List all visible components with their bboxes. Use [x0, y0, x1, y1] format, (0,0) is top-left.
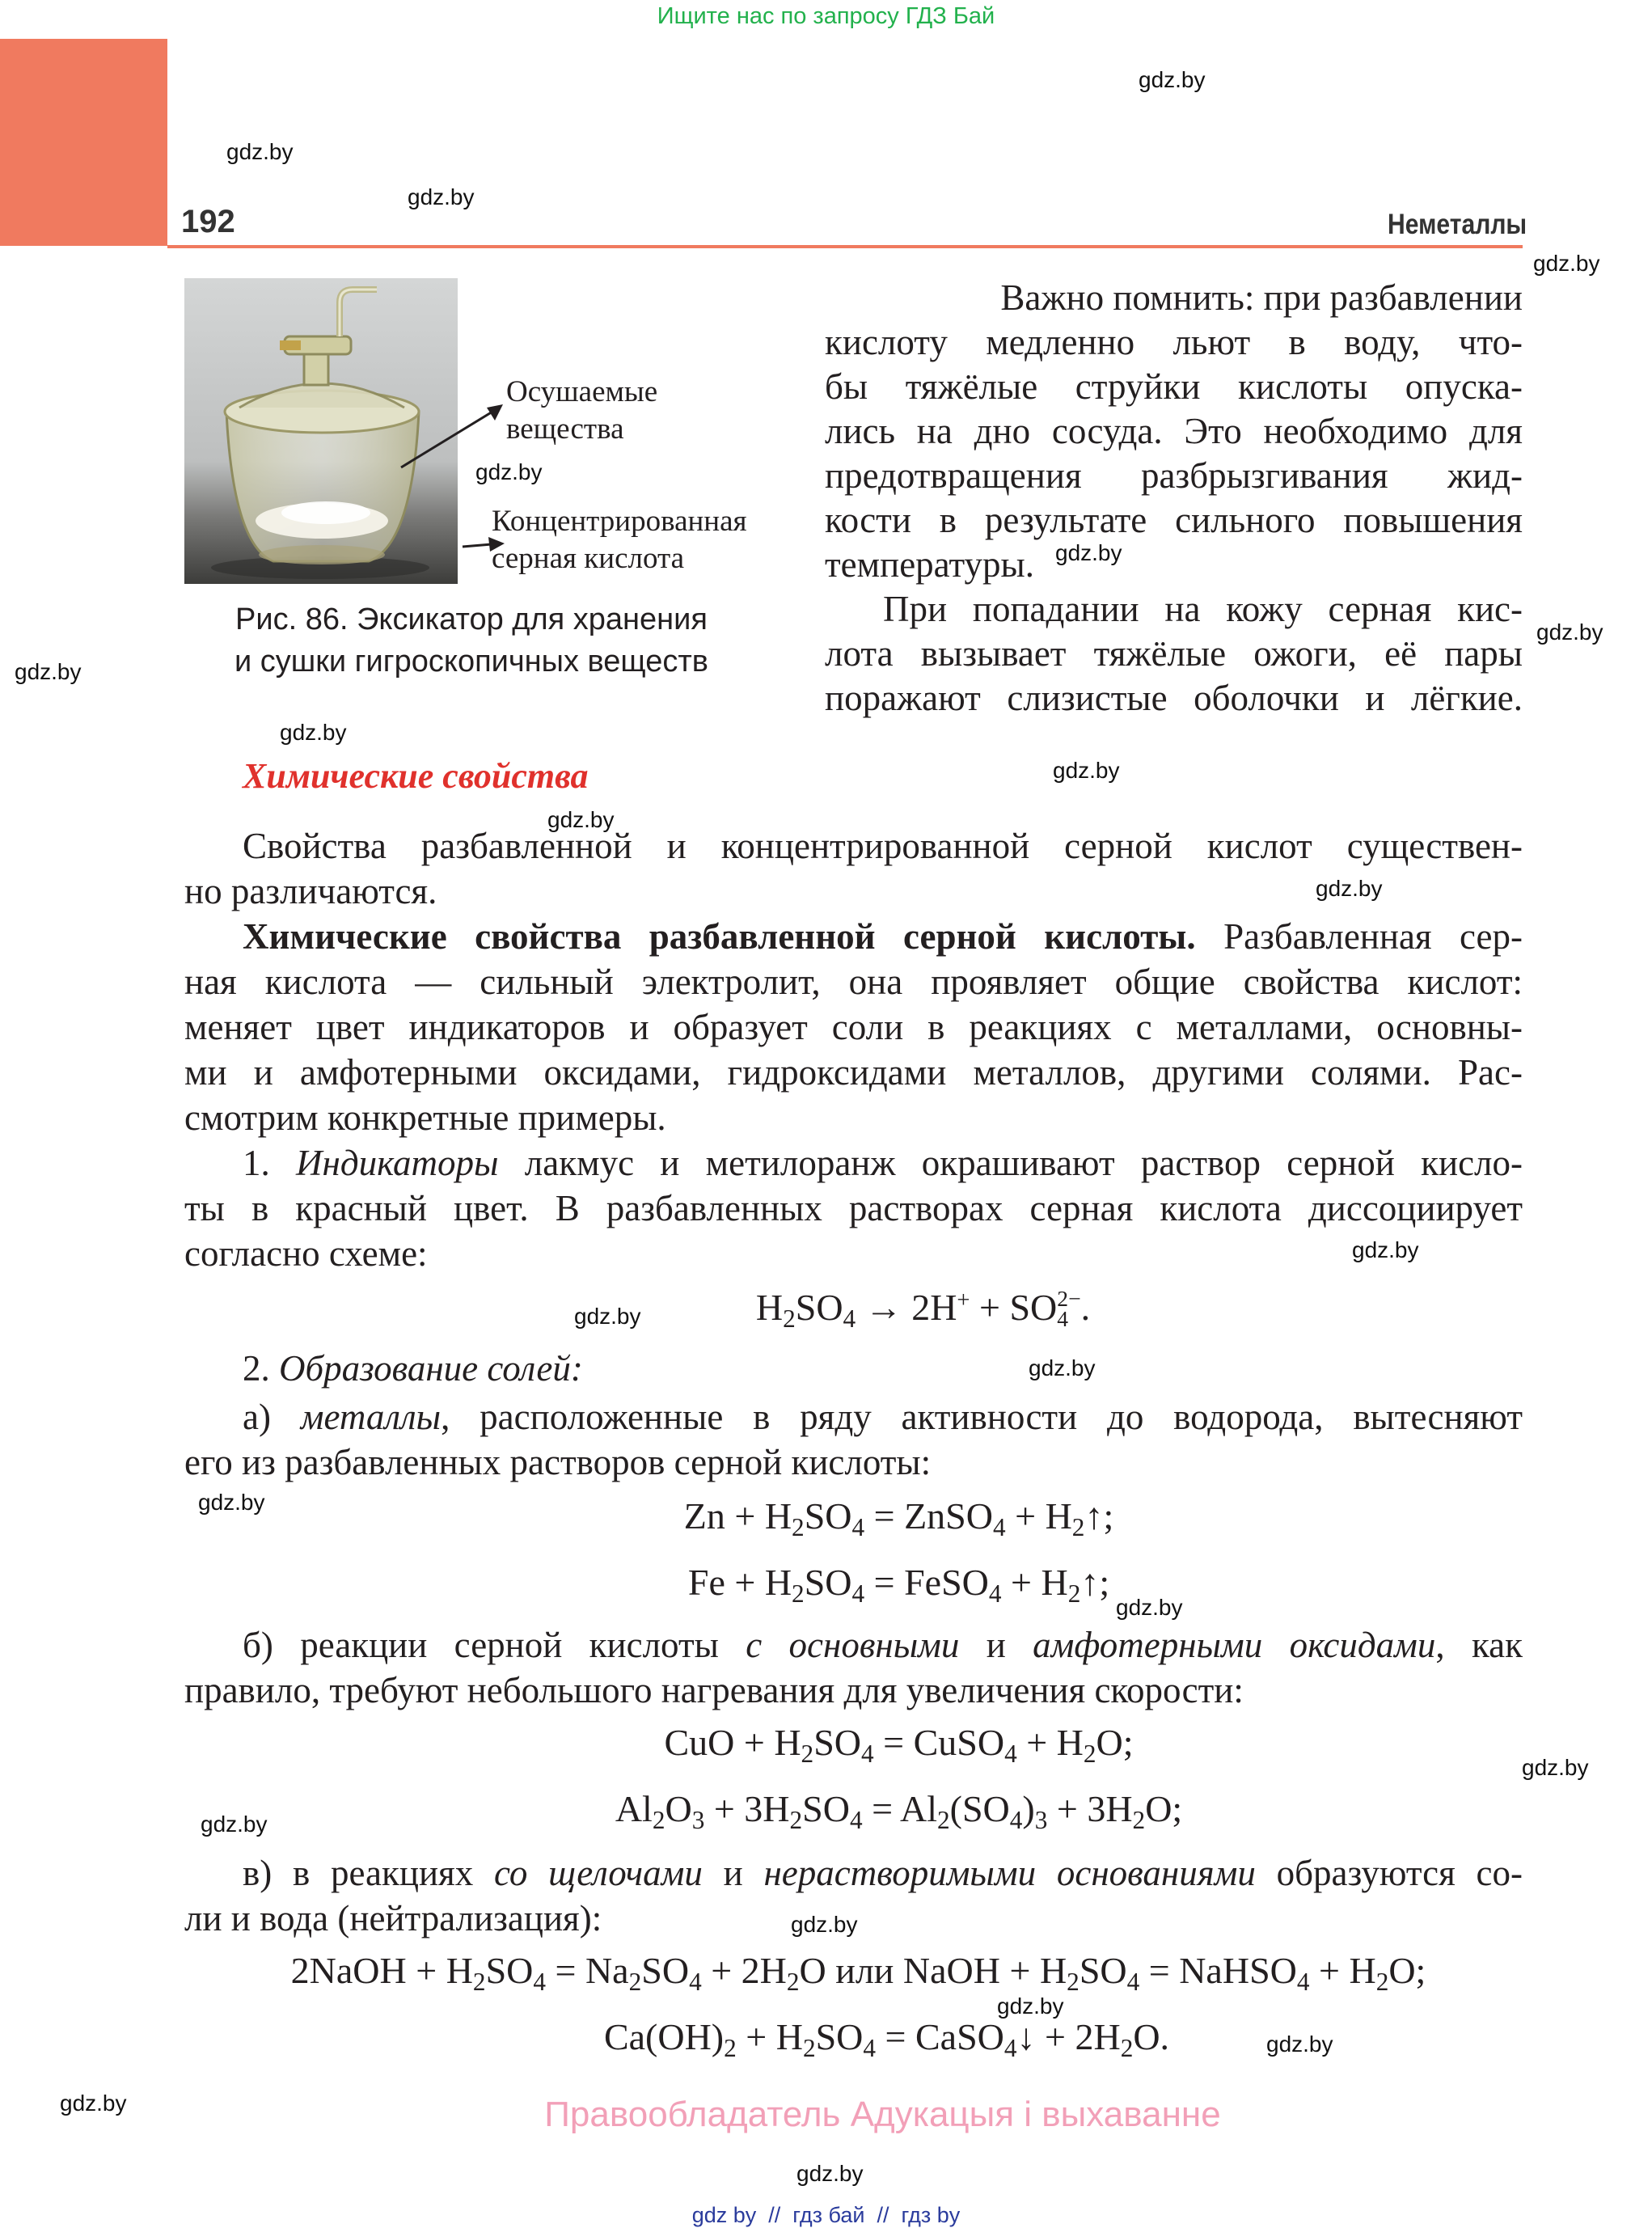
equation-fe: $Fe + H_2SO_4$ = FeSO$_4$ + $H_2↑$;: [687, 1562, 1110, 1608]
watermark: gdz.by: [1029, 1355, 1096, 1380]
copyright-notice: Правообладатель Адукацыя і выхаванне: [544, 2095, 1221, 2134]
watermark: gdz.by: [1053, 758, 1120, 783]
figure-caption: Рис. 86. Эксикатор для хранения и сушки гигроскопичных веществ: [234, 602, 708, 679]
intro-line-1: Свойства разбавленной и концентрированной серной кислот существен-: [243, 826, 1523, 866]
watermark: gdz.by: [1116, 1595, 1183, 1620]
page-number: 192: [181, 204, 235, 239]
watermark: gdz.by: [198, 1490, 265, 1515]
bottom-links[interactable]: gdz by // гдз бай // гдз by: [691, 2203, 961, 2227]
watermark: gdz.by: [547, 807, 615, 832]
watermark: gdz.by: [1533, 251, 1600, 276]
watermark: gdz.by: [574, 1304, 641, 1329]
watermark: gdz.by: [1139, 67, 1206, 92]
section-title: Неметаллы: [1387, 209, 1527, 240]
watermark: gdz.by: [997, 1993, 1064, 2019]
watermark: gdz.by: [201, 1812, 268, 1837]
watermark: gdz.by: [1266, 2031, 1333, 2057]
top-notice: Ищите нас по запросу ГДЗ Бай: [657, 3, 995, 29]
watermark: gdz.by: [15, 659, 82, 684]
watermark: gdz.by: [475, 459, 543, 484]
equation-al2o3: $Al_2O_3 + 3H_2SO_4 = Al_2(SO_4)_3 + 3H_2O$;: [615, 1788, 1183, 1834]
item-c-line-1: в) в реакциях со щелочами и нерастворимыми основаниями образуются со-: [243, 1853, 1523, 1893]
item-a-line-1: а) металлы, расположенные в ряду активности до водорода, вытесняют: [243, 1397, 1523, 1437]
equation-dissociation: $H_2SO_4 \to 2H^+$ + SO 2− 4 .: [755, 1286, 1091, 1333]
header-rule: [167, 245, 1523, 248]
label-dried-substances: Осушаемые вещества: [506, 375, 658, 446]
watermark: gdz.by: [1055, 540, 1122, 565]
equation-zn: $Zn + H_2SO_4$ = ZnSO$_4$ + $H_2↑$;: [683, 1495, 1114, 1541]
label-concentrated-acid: Концентрированная серная кислота: [492, 505, 747, 575]
item-1-line-1: 1. Индикаторы лакмус и метилоранж окрашивают раствор серной кисло-: [243, 1143, 1523, 1183]
watermark: gdz.by: [1536, 619, 1603, 645]
item-2: 2. Образование солей:: [243, 1348, 583, 1389]
watermark: gdz.by: [408, 184, 475, 209]
equation-cuo: CuO + $H_2SO_4$ = CuSO$_4$ + $H_2O$;: [664, 1722, 1134, 1768]
watermark: gdz.by: [1316, 876, 1383, 901]
item-b-line-1: б) реакции серной кислоты с основными и амфотерными оксидами, как: [243, 1625, 1523, 1665]
watermark: gdz.by: [1522, 1755, 1589, 1780]
watermark: gdz.by: [60, 2091, 127, 2116]
watermark: gdz.by: [280, 720, 347, 745]
intro-line-2: но различаются.: [184, 871, 437, 911]
equation-caoh: $Ca(OH)_2 + H_2SO_4$ = CaSO$_4$↓ + $2H_2O$.: [603, 2016, 1170, 2062]
section-heading: Химические свойства: [243, 756, 589, 796]
dilute-paragraph-line-1: Химические свойства разбавленной серной кислоты. Разбавленная сер-: [243, 916, 1523, 957]
accent-block: [0, 39, 167, 246]
watermark: gdz.by: [796, 2161, 864, 2186]
watermark: gdz.by: [1352, 1237, 1419, 1262]
watermark: gdz.by: [791, 1912, 858, 1937]
watermark: gdz.by: [226, 139, 294, 164]
equation-naoh: 2NaOH + $H_2SO_4 = Na_2SO_4 + 2H_2O$ или NaOH + $H_2SO_4$ = NaHSO$_4$ + $H_2O$;: [290, 1950, 1426, 1996]
